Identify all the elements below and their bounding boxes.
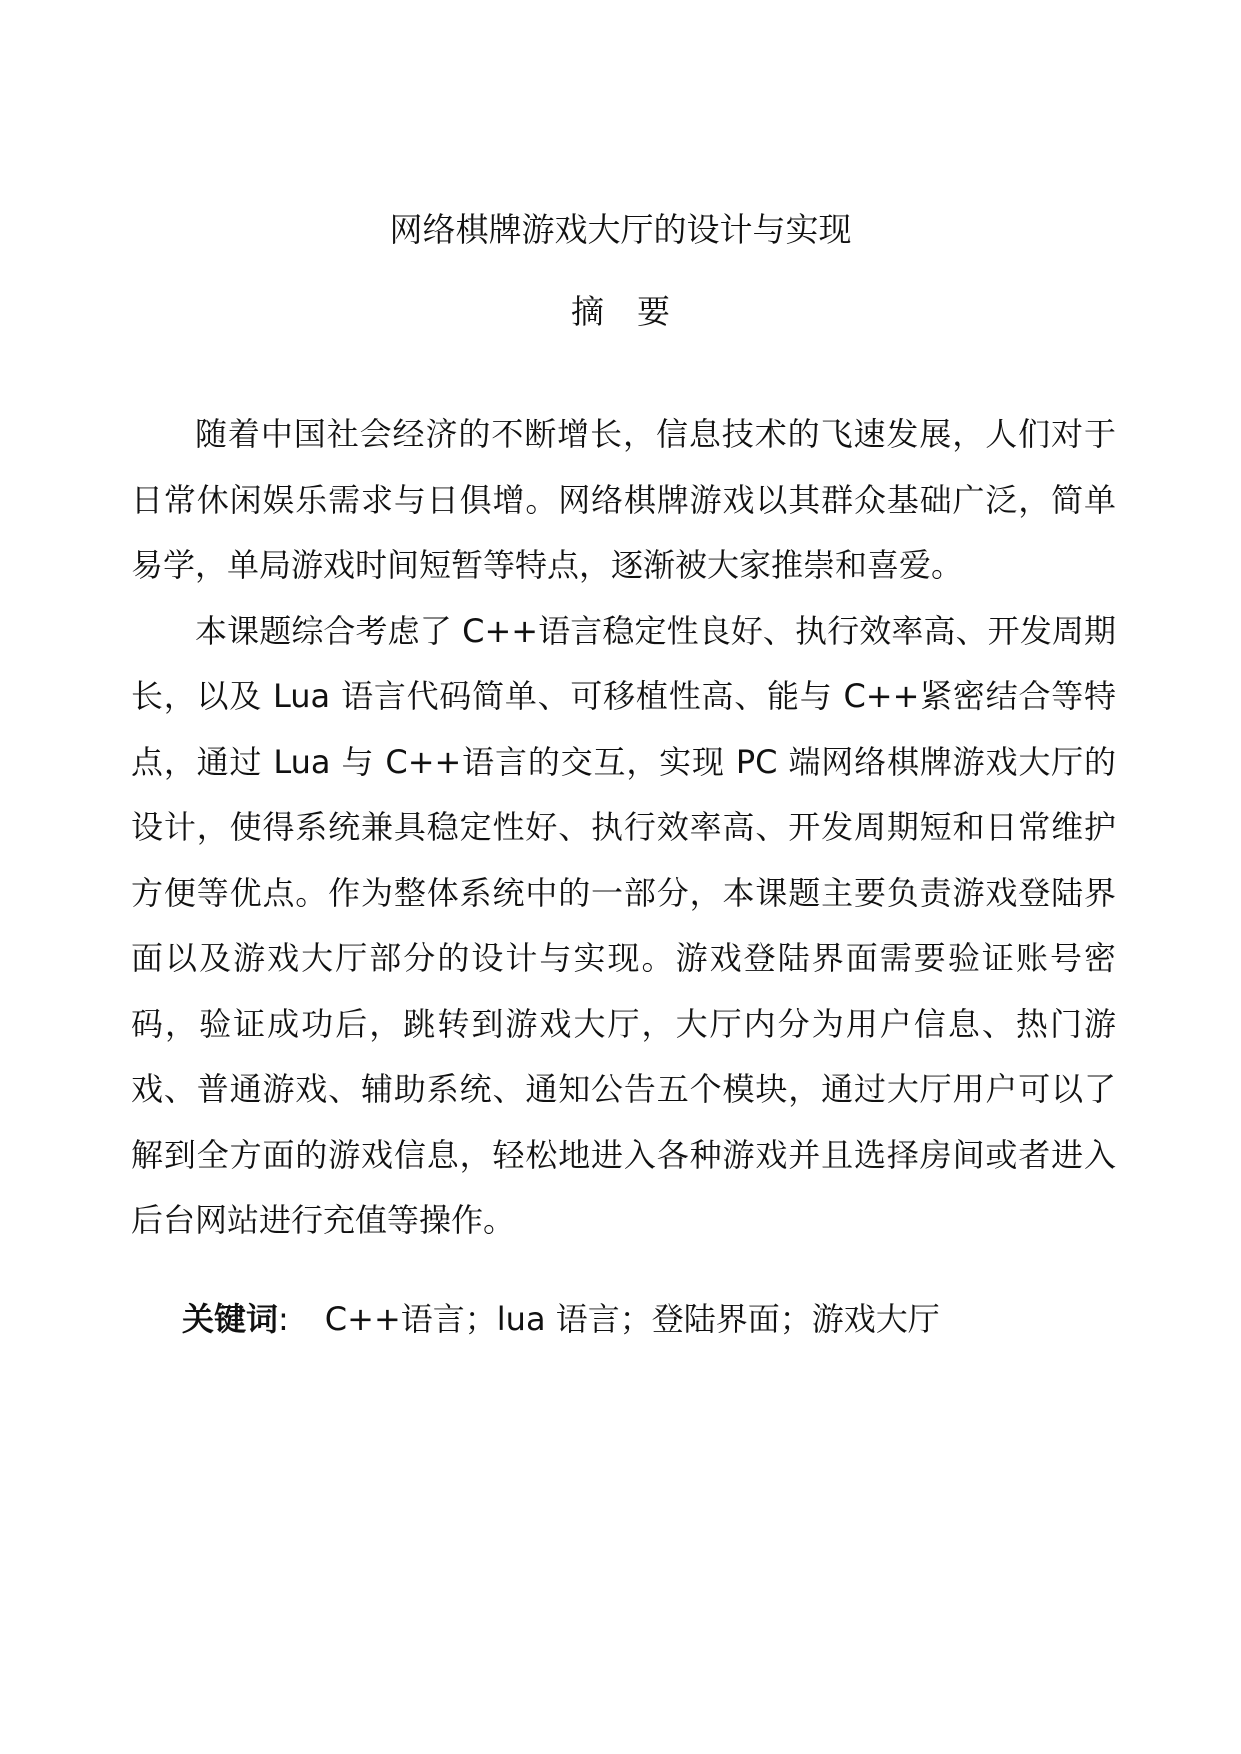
keywords-line [182, 1295, 940, 1343]
document-title: 网络棋牌游戏大厅的设计与实现 [389, 210, 852, 249]
abstract-heading: 摘 要 [571, 292, 670, 331]
abstract-paragraph-1: 随着中国社会经济的不断增长，信息技术的飞速发展，人们对于日常休闲娱乐需求与日俱增。网络棋牌游戏以其群众基础广泛，简单易学，单局游戏时间短暂等特点，逐渐被大家推崇和喜爱。 [131, 415, 1116, 584]
abstract-paragraph-2: 本课题综合考虑了 C++语言稳定性良好、执行效率高、开发周期长，以及 Lua 语言代码简单、可移植性高、能与 C++紧密结合等特点，通过 Lua 与 C++语言的交互，实现 PC 端网络棋牌游戏大厅的设计，使得系统兼具稳定性好、执行效率高、开发周期短和日常维护方便等优点。作为整体系统中的一部分，本课题主要负责游戏登陆界面以及游戏大厅部分的设计与实现。游戏登陆界面需要验证账号密码，验证成功后，跳转到游戏大厅，大厅内分为用户信息、热门游戏、普通游戏、辅助系统、通知公告五个模块，通过大厅用户可以了解到全方面的游戏信息，轻松地进入各种游戏并且选择房间或者进入后台网站进行充值等操作。 [131, 611, 1116, 1239]
keywords-label: 关键词 [182, 1300, 279, 1338]
abstract-body [131, 402, 1116, 1254]
keywords-text: C++语言；lua 语言；登陆界面；游戏大厅 [324, 1300, 940, 1338]
keywords-colon: : [278, 1300, 289, 1338]
